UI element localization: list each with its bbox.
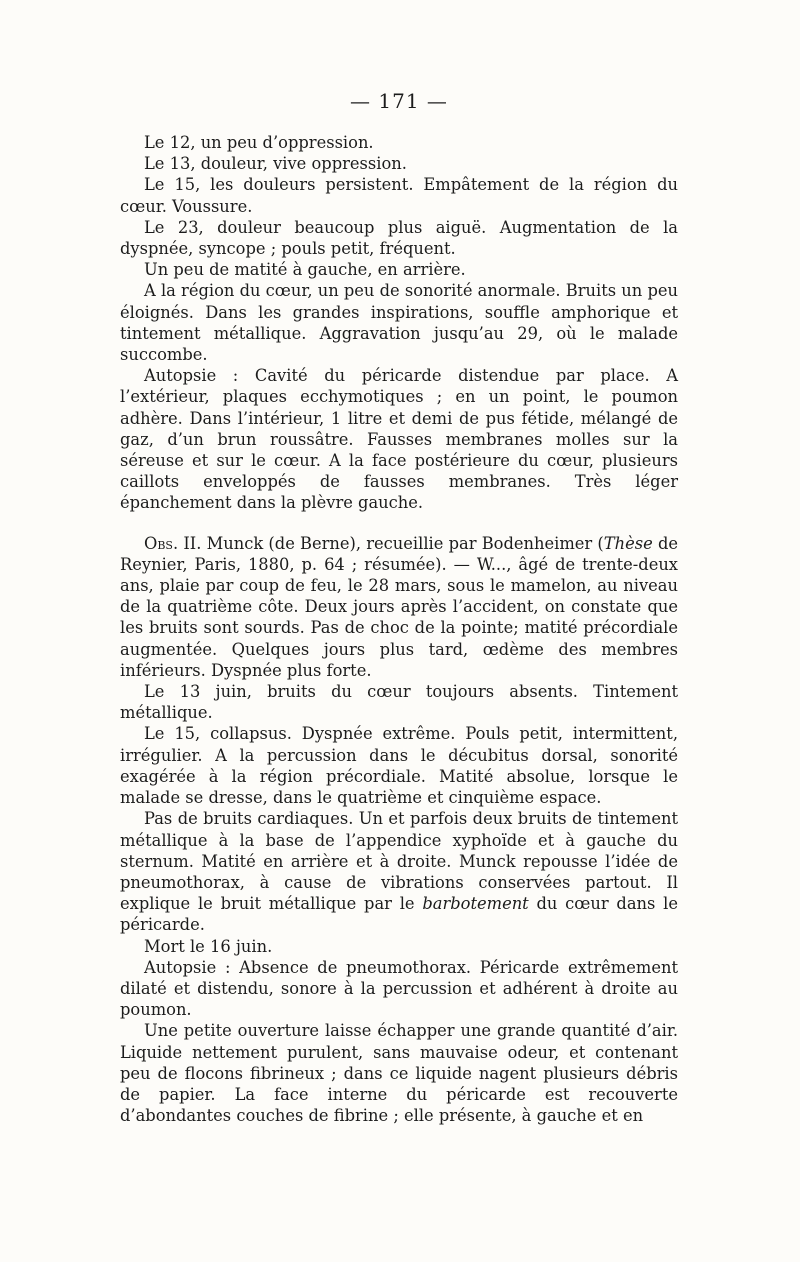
bruits-after: du cœur dans le péricarde. xyxy=(120,894,678,935)
these-italic: Thèse xyxy=(603,533,653,553)
barbotement-italic: barbotement xyxy=(422,894,529,914)
paragraph: Un peu de matité à gauche, en arrière. xyxy=(144,260,466,280)
paragraph: Le 23, douleur beaucoup plus aiguë. Augmentation de la dyspnée, syncope ; pouls petit, fréquent. xyxy=(120,217,678,259)
obs-label: Obs. xyxy=(144,533,179,553)
paragraph: Autopsie : Cavité du péricarde distendue par place. A l’extérieur, plaques ecchymotiques ; en un point, le poumon adhère. Dans l’intérieur, 1 litre et demi de pus fétide, mélangé de gaz, d’un brun roussâtre. Fausses membranes molles sur la séreuse et sur le cœur. A la face postérieure du cœur, plusieurs caillots enveloppés de fausses membranes. Très léger épanchement dans la plèvre gauche. xyxy=(120,366,678,513)
obs-intro: II. Munck (de Berne), recueillie par Bodenheimer ( xyxy=(178,533,604,553)
paragraph: A la région du cœur, un peu de sonorité anormale. Bruits un peu éloignés. Dans les grandes inspirations, souffle amphorique et tintement métallique. Aggravation jusqu’au 29, où le malade succombe. xyxy=(120,281,678,365)
observation-2-paragraph xyxy=(120,533,678,681)
paragraph: Une petite ouverture laisse échapper une grande quantité d’air. Liquide nettement purulent, sans mauvaise odeur, et contenant peu de flocons fibrineux ; dans ce liquide nagent plusieurs débris de papier. La face interne du péricarde est recouverte d’abondantes couches de fibrine ; elle présente, à gauche et en xyxy=(120,1021,678,1126)
bruits-paragraph xyxy=(120,808,678,935)
page xyxy=(120,88,678,1126)
paragraph: Autopsie : Absence de pneumothorax. Péricarde extrêmement dilaté et distendu, sonore à la percussion et adhérent à droite au poumon. xyxy=(120,957,678,1020)
body-text xyxy=(120,132,678,1126)
obs-rest: de Reynier, Paris, 1880, p. 64 ; résumée). — W..., âgé de trente-deux ans, plaie par coup de feu, le 28 mars, sous le mamelon, au niveau de la quatrième côte. Deux jours après l’accident, on constate que les bruits sont sourds. Pas de choc de la pointe; matité précordiale augmentée. Quelques jours plus tard, œdème des membres inférieurs. Dyspnée plus forte. xyxy=(120,533,679,680)
paragraph: Le 15, collapsus. Dyspnée extrême. Pouls petit, intermittent, irrégulier. A la percussion dans le décubitus dorsal, sonorité exagérée à la région précordiale. Matité absolue, lorsque le malade se dresse, dans le quatrième et cinquième espace. xyxy=(120,724,678,808)
paragraph: Le 12, un peu d’oppression. xyxy=(144,133,374,152)
paragraph: Mort le 16 juin. xyxy=(144,936,273,956)
page-number: — 171 — xyxy=(350,89,448,113)
paragraph: Le 15, les douleurs persistent. Empâtement de la région du cœur. Voussure. xyxy=(120,175,678,216)
paragraph: Le 13 juin, bruits du cœur toujours absents. Tintement métallique. xyxy=(120,682,678,723)
bruits-before: Pas de bruits cardiaques. Un et parfois deux bruits de tintement métallique à la base de l’appendice xyphoïde et à gauche du sternum. Matité en arrière et à droite. Munck repousse l’idée de pneumothorax, à cause de vibrations conservées partout. Il explique le bruit métallique par le xyxy=(120,809,678,914)
section-gap xyxy=(120,514,678,533)
paragraph: Le 13, douleur, vive oppression. xyxy=(144,154,407,174)
